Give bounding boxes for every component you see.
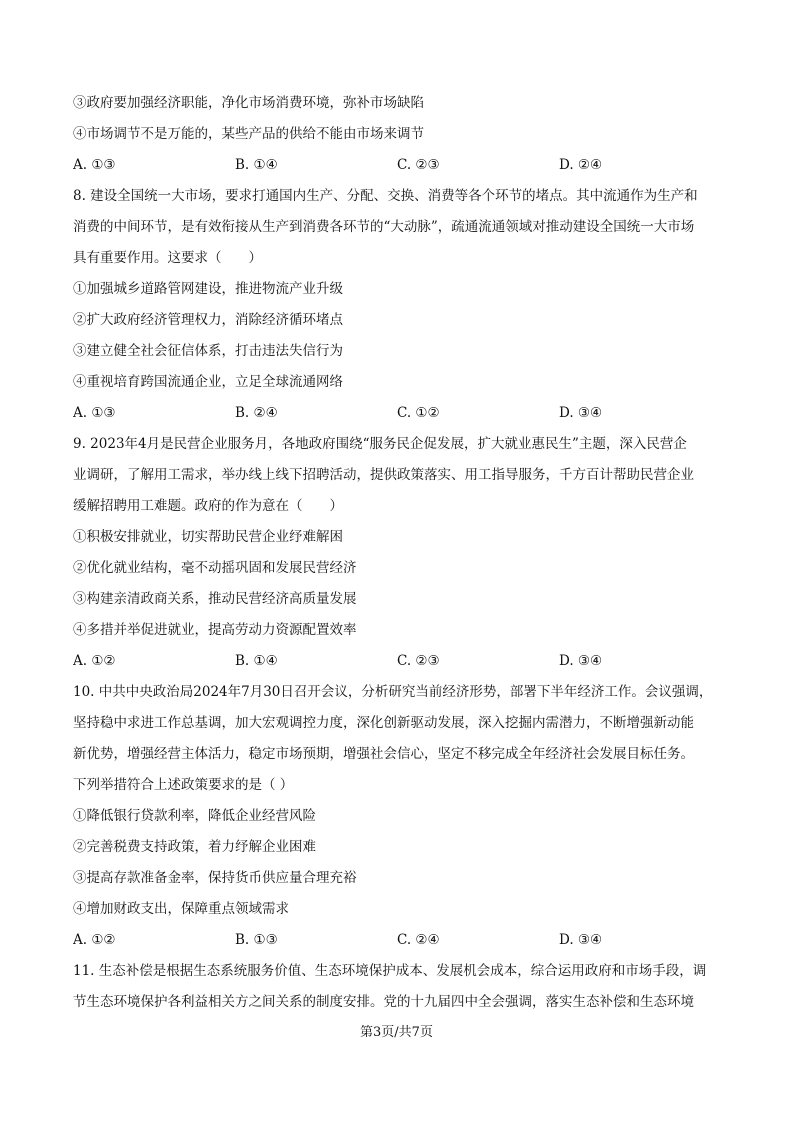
q7-option-d: D. ②④ <box>559 157 603 173</box>
q9-option-b: B. ①④ <box>235 653 278 669</box>
q10-stem-line-3: 新优势，增强经营主体活力，稳定市场预期，增强社会信心，坚定不移完成全年经济社会发展目标任务。 <box>73 746 694 762</box>
q8-option-d: D. ③④ <box>559 405 603 421</box>
q7-option-a: A. ①③ <box>73 157 116 173</box>
q10-statement-3: ③提高存款准备金率，保持货币供应量合理充裕 <box>73 870 357 886</box>
q7-statement-3: ③政府要加强经济职能，净化市场消费环境，弥补市场缺陷 <box>73 95 424 111</box>
q9-option-a: A. ①② <box>73 653 116 669</box>
q10-stem-line-2: 坚持稳中求进工作总基调，加大宏观调控力度，深化创新驱动发展，深入挖掘内需潜力，不断增强新动能 <box>73 715 694 731</box>
q9-stem-line-3: 缓解招聘用工难题。政府的作为意在（ ） <box>73 498 343 514</box>
q7-options <box>73 150 733 181</box>
q10-option-a: A. ①② <box>73 932 116 948</box>
q9-option-d: D. ③④ <box>559 653 603 669</box>
q7-option-b: B. ①④ <box>235 157 278 173</box>
q8-statement-2: ②扩大政府经济管理权力，消除经济循环堵点 <box>73 312 343 328</box>
q10-stem-line-4: 下列举措符合上述政策要求的是（ ） <box>73 777 294 793</box>
q8-stem-line-3: 具有重要作用。这要求（ ） <box>73 250 262 266</box>
q8-statement-1: ①加强城乡道路管网建设，推进物流产业升级 <box>73 281 343 297</box>
q10-statement-4: ④增加财政支出，保障重点领域需求 <box>73 901 289 917</box>
q9-stem-line-2: 业调研，了解用工需求，举办线上线下招聘活动，提供政策落实、用工指导服务，千方百计帮助民营企业 <box>73 467 694 483</box>
q10-stem-line-1: 10. 中共中央政治局2024年7月30日召开会议，分析研究当前经济形势，部署下半年经济工作。会议强调， <box>73 684 713 700</box>
q9-statement-1: ①积极安排就业，切实帮助民营企业纾难解困 <box>73 529 343 545</box>
q10-option-c: C. ②④ <box>397 932 440 948</box>
q10-option-b: B. ①③ <box>235 932 278 948</box>
q8-options <box>73 398 733 429</box>
q9-statement-3: ③构建亲清政商关系，推动民营经济高质量发展 <box>73 591 357 607</box>
page-number-footer: 第3页/共7页 <box>360 1025 433 1040</box>
q9-statement-4: ④多措并举促进就业，提高劳动力资源配置效率 <box>73 622 357 638</box>
q9-statement-2: ②优化就业结构，毫不动摇巩固和发展民营经济 <box>73 560 357 576</box>
q8-option-c: C. ①② <box>397 405 440 421</box>
q8-statement-3: ③建立健全社会征信体系，打击违法失信行为 <box>73 343 343 359</box>
q10-statement-1: ①降低银行贷款利率，降低企业经营风险 <box>73 808 316 824</box>
q9-options <box>73 646 733 677</box>
q10-option-d: D. ③④ <box>559 932 603 948</box>
q8-stem-line-2: 消费的中间环节，是有效衔接从生产到消费各环节的“大动脉”，疏通流通领域对推动建设全国统一大市场 <box>73 219 695 235</box>
q8-option-a: A. ①③ <box>73 405 116 421</box>
q8-option-b: B. ②④ <box>235 405 278 421</box>
exam-page-content <box>73 88 733 1018</box>
q10-options <box>73 925 733 956</box>
q9-stem-line-1: 9. 2023年4月是民营企业服务月，各地政府围绕“服务民企促发展，扩大就业惠民生”主题，深入民营企 <box>73 436 687 452</box>
q7-option-c: C. ②③ <box>397 157 440 173</box>
q7-statement-4: ④市场调节不是万能的，某些产品的供给不能由市场来调节 <box>73 126 424 142</box>
q11-stem-line-1: 11. 生态补偿是根据生态系统服务价值、生态环境保护成本、发展机会成本，综合运用政府和市场手段，调 <box>73 963 707 979</box>
q9-option-c: C. ②③ <box>397 653 440 669</box>
q8-stem-line-1: 8. 建设全国统一大市场，要求打通国内生产、分配、交换、消费等各个环节的堵点。其中流通作为生产和 <box>73 188 698 204</box>
q11-stem-line-2: 节生态环境保护各利益相关方之间关系的制度安排。党的十九届四中全会强调，落实生态补偿和生态环境 <box>73 994 694 1010</box>
q10-statement-2: ②完善税费支持政策，着力纾解企业困难 <box>73 839 316 855</box>
q8-statement-4: ④重视培育跨国流通企业，立足全球流通网络 <box>73 374 343 390</box>
